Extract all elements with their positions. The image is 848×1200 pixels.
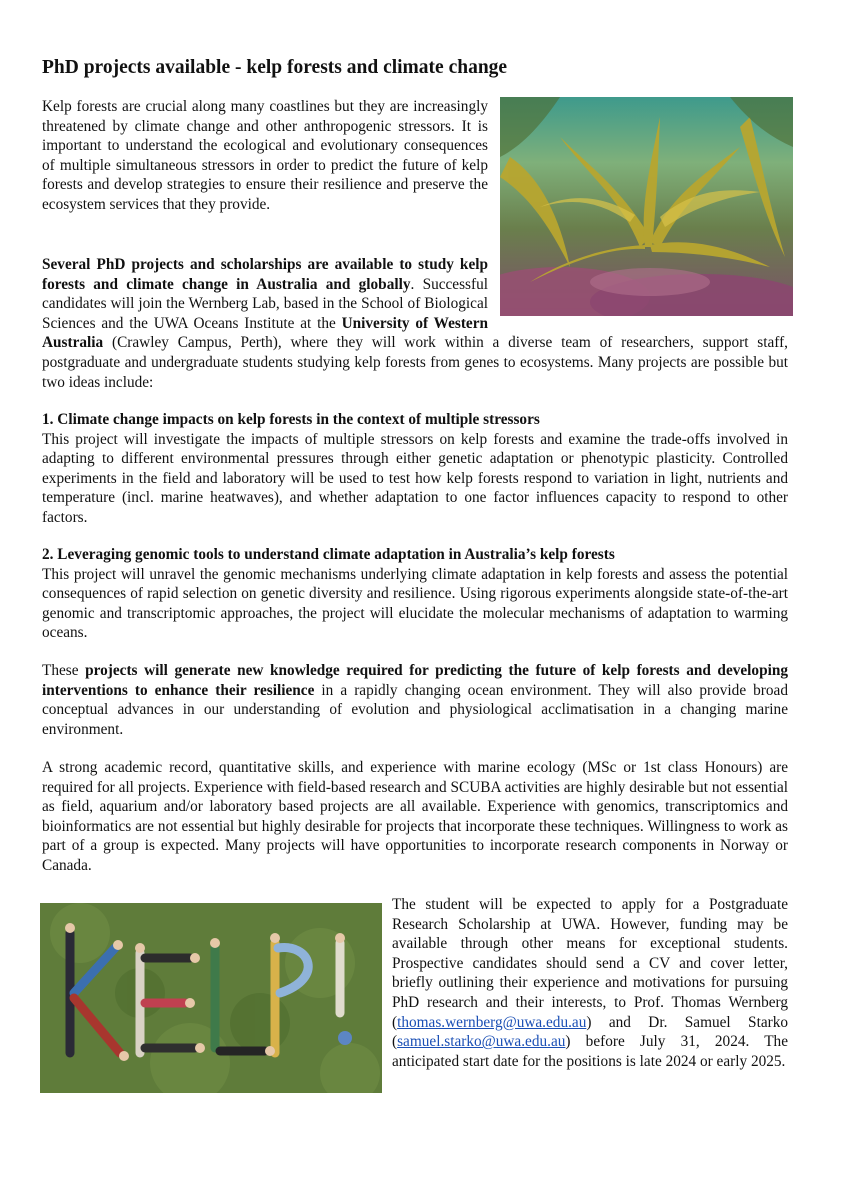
project-2-section [42, 545, 788, 643]
project-2-heading: 2. Leveraging genomic tools to understand climate adaptation in Australia’s kelp forests [42, 546, 615, 563]
photo-float-spacer [488, 255, 788, 316]
project-1-body: This project will investigate the impacts of multiple stressors on kelp forests and examine the trade-offs involved in adapting to different environmental pressures through either genetic adaptation or phenotypic plasticity. Controlled experiments in the field and laboratory will be used to test how kelp forests respond to variation in light, nutrients and temperature (incl. marine heatwaves), and whether adaptation to one factor influences capacity to respond to other factors. [42, 430, 788, 526]
group-spelling-kelp-photo [40, 903, 382, 1093]
project-2-body: This project will unravel the genomic mechanisms underlying climate adaptation in kelp forests and assess the potential consequences of rapid selection on genetic diversity and resilience. Using rigorous experiments alongside state-of-the-art genomic and transcriptomic approaches, the project will elucidate the molecular mechanisms of adaptation to warming oceans. [42, 565, 788, 642]
project-1-section [42, 410, 788, 528]
application-text-3: ) before July 31, 2024. The anticipated start date for the positions is late 2024 or early 2025. [392, 1033, 788, 1070]
scholarship-paragraph [42, 255, 788, 392]
application-paragraph [392, 895, 788, 1071]
outcomes-highlight: projects will generate new knowledge required for predicting the future of kelp forests and developing interventions to enhance their resilience [42, 662, 788, 699]
scholarship-highlight: Several PhD projects and scholarships are available to study kelp forests and climate change in Australia and globally [42, 256, 488, 293]
email-link-wernberg[interactable]: thomas.wernberg@uwa.edu.au [397, 1013, 587, 1031]
project-1-heading: 1. Climate change impacts on kelp forests in the context of multiple stressors [42, 411, 540, 428]
page-title: PhD projects available - kelp forests and climate change [42, 57, 508, 78]
outcomes-text-1: These [42, 662, 86, 679]
university-name: University of Western Australia [42, 314, 488, 352]
scholarship-text-1: . Successful candidates will join the Wernberg Lab, based in the School of Biological Sciences and the UWA Oceans Institute at the [42, 275, 488, 332]
application-text-1: The student will be expected to apply for a Postgraduate Research Scholarship at UWA. However, funding may be available through other means for exceptional students. Prospective candidates should send a CV and cover letter, briefly outlining their experience and motivations for pursuing PhD research and their interests, to Prof. Thomas Wernberg ( [392, 896, 788, 1031]
scholarship-text-2: (Crawley Campus, Perth), where they will work within a diverse team of researchers, support staff, postgraduate and undergraduate students studying kelp forests from genes to ecosystems. Many projects are possible but two ideas include: [42, 334, 788, 391]
intro-paragraph: Kelp forests are crucial along many coastlines but they are increasingly threatened by climate change and other anthropogenic stressors. It is important to understand the ecological and evolutionary consequences of multiple simultaneous stressors in order to predict the future of kelp forests and develop strategies to ensure their resilience and preserve the ecosystem services that they provide. [42, 98, 488, 213]
outcomes-paragraph [42, 661, 788, 739]
application-text-2: ) and Dr. Samuel Starko ( [392, 1013, 788, 1051]
outcomes-text-2: in a rapidly changing ocean environment. They will also provide broad conceptual advances in our understanding of evolution and physiological acclimatisation in a changing marine environment. [42, 681, 788, 738]
email-link-starko[interactable]: samuel.starko@uwa.edu.au [397, 1033, 566, 1051]
requirements-paragraph: A strong academic record, quantitative skills, and experience with marine ecology (MSc or 1st class Honours) are required for all projects. Experience with field-based research and SCUBA activities are highly desirable but not essential as field, aquarium and/or laboratory based projects are all available. Experience with genomics, transcriptomics and bioinformatics are not essential but highly desirable for projects that incorporate these techniques. Willingness to work as part of a group is expected. Many projects will have opportunities to incorporate research components in Norway or Canada. [42, 759, 788, 874]
